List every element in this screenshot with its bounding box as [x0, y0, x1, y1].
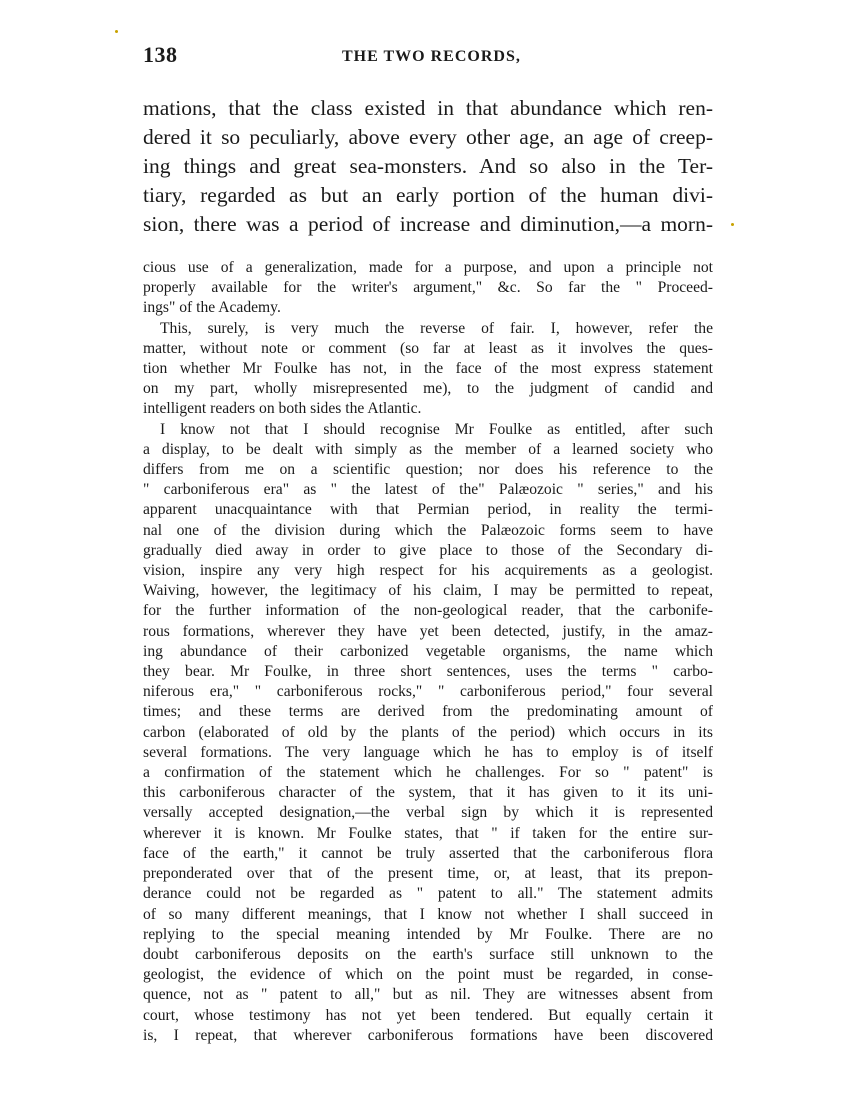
footnote-line: a display, to be dealt with simply as the member of a learned society who	[143, 440, 713, 458]
footnote-line: derance could not be regarded as " patent to all." The statement admits	[143, 885, 713, 903]
text-line: tiary, regarded as but an early portion of the human divi-	[143, 183, 713, 207]
footnote-line: differs from me on a scientific question; nor does his reference to the	[143, 461, 713, 479]
footnote-line: vision, inspire any very high respect for his acquirements as a geologist.	[143, 562, 713, 580]
text-line: dered it so peculiarly, above every other age, an age of creep-	[143, 125, 713, 149]
footnote-line: properly available for the writer's argument," &c. So far the " Proceed-	[143, 279, 713, 297]
main-text-block	[143, 94, 713, 239]
footnote-line: doubt carboniferous deposits on the earth's surface still unknown to the	[143, 945, 713, 963]
footnote-line: they bear. Mr Foulke, in three short sentences, uses the terms " carbo-	[143, 663, 713, 681]
footnote-line: is, I repeat, that wherever carboniferous formations have been discovered	[143, 1026, 713, 1044]
text-line: mations, that the class existed in that abundance which ren-	[143, 96, 713, 120]
footnote-line: replying to the special meaning intended by Mr Foulke. There are no	[143, 925, 713, 943]
text-line: ing things and great sea-monsters. And so also in the Ter-	[143, 154, 713, 178]
ink-speck	[115, 30, 118, 33]
footnote-line: this carboniferous character of the system, that it has given to it its uni-	[143, 784, 713, 802]
footnote-line: for the further information of the non-geological reader, that the carbonife-	[143, 602, 713, 620]
footnote-line: Waiving, however, the legitimacy of his claim, I may be permitted to repeat,	[143, 582, 713, 600]
footnote-line: court, whose testimony has not yet been tendered. But equally certain it	[143, 1006, 713, 1024]
footnote-line: carbon (elaborated of old by the plants of the period) which occurs in its	[143, 723, 713, 741]
footnote-line: geologist, the evidence of which on the point must be regarded, in conse-	[143, 966, 713, 984]
footnote-line: matter, without note or comment (so far at least as it involves the ques-	[143, 339, 713, 357]
ink-speck	[731, 223, 734, 226]
footnote-line: rous formations, wherever they have yet been detected, justify, in the amaz-	[143, 622, 713, 640]
footnote-line: gradually died away in order to give place to those of the Secondary di-	[143, 541, 713, 559]
footnote-line: " carboniferous era" as " the latest of the" Palæozoic " series," and his	[143, 481, 713, 499]
footnote-line: times; and these terms are derived from the predominating amount of	[143, 703, 713, 721]
footnote-line: This, surely, is very much the reverse of fair. I, however, refer the	[160, 319, 713, 337]
running-title: THE TWO RECORDS,	[342, 48, 521, 65]
footnote-line: wherever it is known. Mr Foulke states, that " if taken for the entire sur-	[143, 824, 713, 842]
footnote-line: preponderated over that of the present time, or, at least, that its prepon-	[143, 865, 713, 883]
footnote-line: nal one of the division during which the Palæozoic forms seem to have	[143, 521, 713, 539]
footnote-line: of so many different meanings, that I know not whether I shall succeed in	[143, 905, 713, 923]
footnote-line: a confirmation of the statement which he challenges. For so " patent" is	[143, 764, 713, 782]
footnote-line: apparent unacquaintance with that Permian period, in reality the termi-	[143, 501, 713, 519]
footnote-line: intelligent readers on both sides the Atlantic.	[143, 400, 422, 418]
footnote-line: tion whether Mr Foulke has not, in the face of the most express statement	[143, 360, 713, 378]
footnote-line: on my part, wholly misrepresented me), to the judgment of candid and	[143, 380, 713, 398]
footnote-block	[143, 258, 713, 1046]
footnote-line: ings" of the Academy.	[143, 299, 281, 317]
footnote-line: niferous era," " carboniferous rocks," " carboniferous period," four several	[143, 683, 713, 701]
text-line: sion, there was a period of increase and diminution,—a morn-	[143, 212, 713, 236]
footnote-line: quence, not as " patent to all," but as nil. They are witnesses absent from	[143, 986, 713, 1004]
footnote-line: ing abundance of their carbonized vegetable organisms, the name which	[143, 642, 713, 660]
footnote-line: versally accepted designation,—the verbal sign by which it is represented	[143, 804, 713, 822]
footnote-line: cious use of a generalization, made for a purpose, and upon a principle not	[143, 259, 713, 276]
footnote-line: I know not that I should recognise Mr Foulke as entitled, after such	[160, 420, 713, 438]
footnote-line: face of the earth," it cannot be truly asserted that the carboniferous flora	[143, 844, 713, 862]
footnote-line: several formations. The very language which he has to employ is of itself	[143, 743, 713, 761]
page-number: 138	[143, 42, 178, 67]
